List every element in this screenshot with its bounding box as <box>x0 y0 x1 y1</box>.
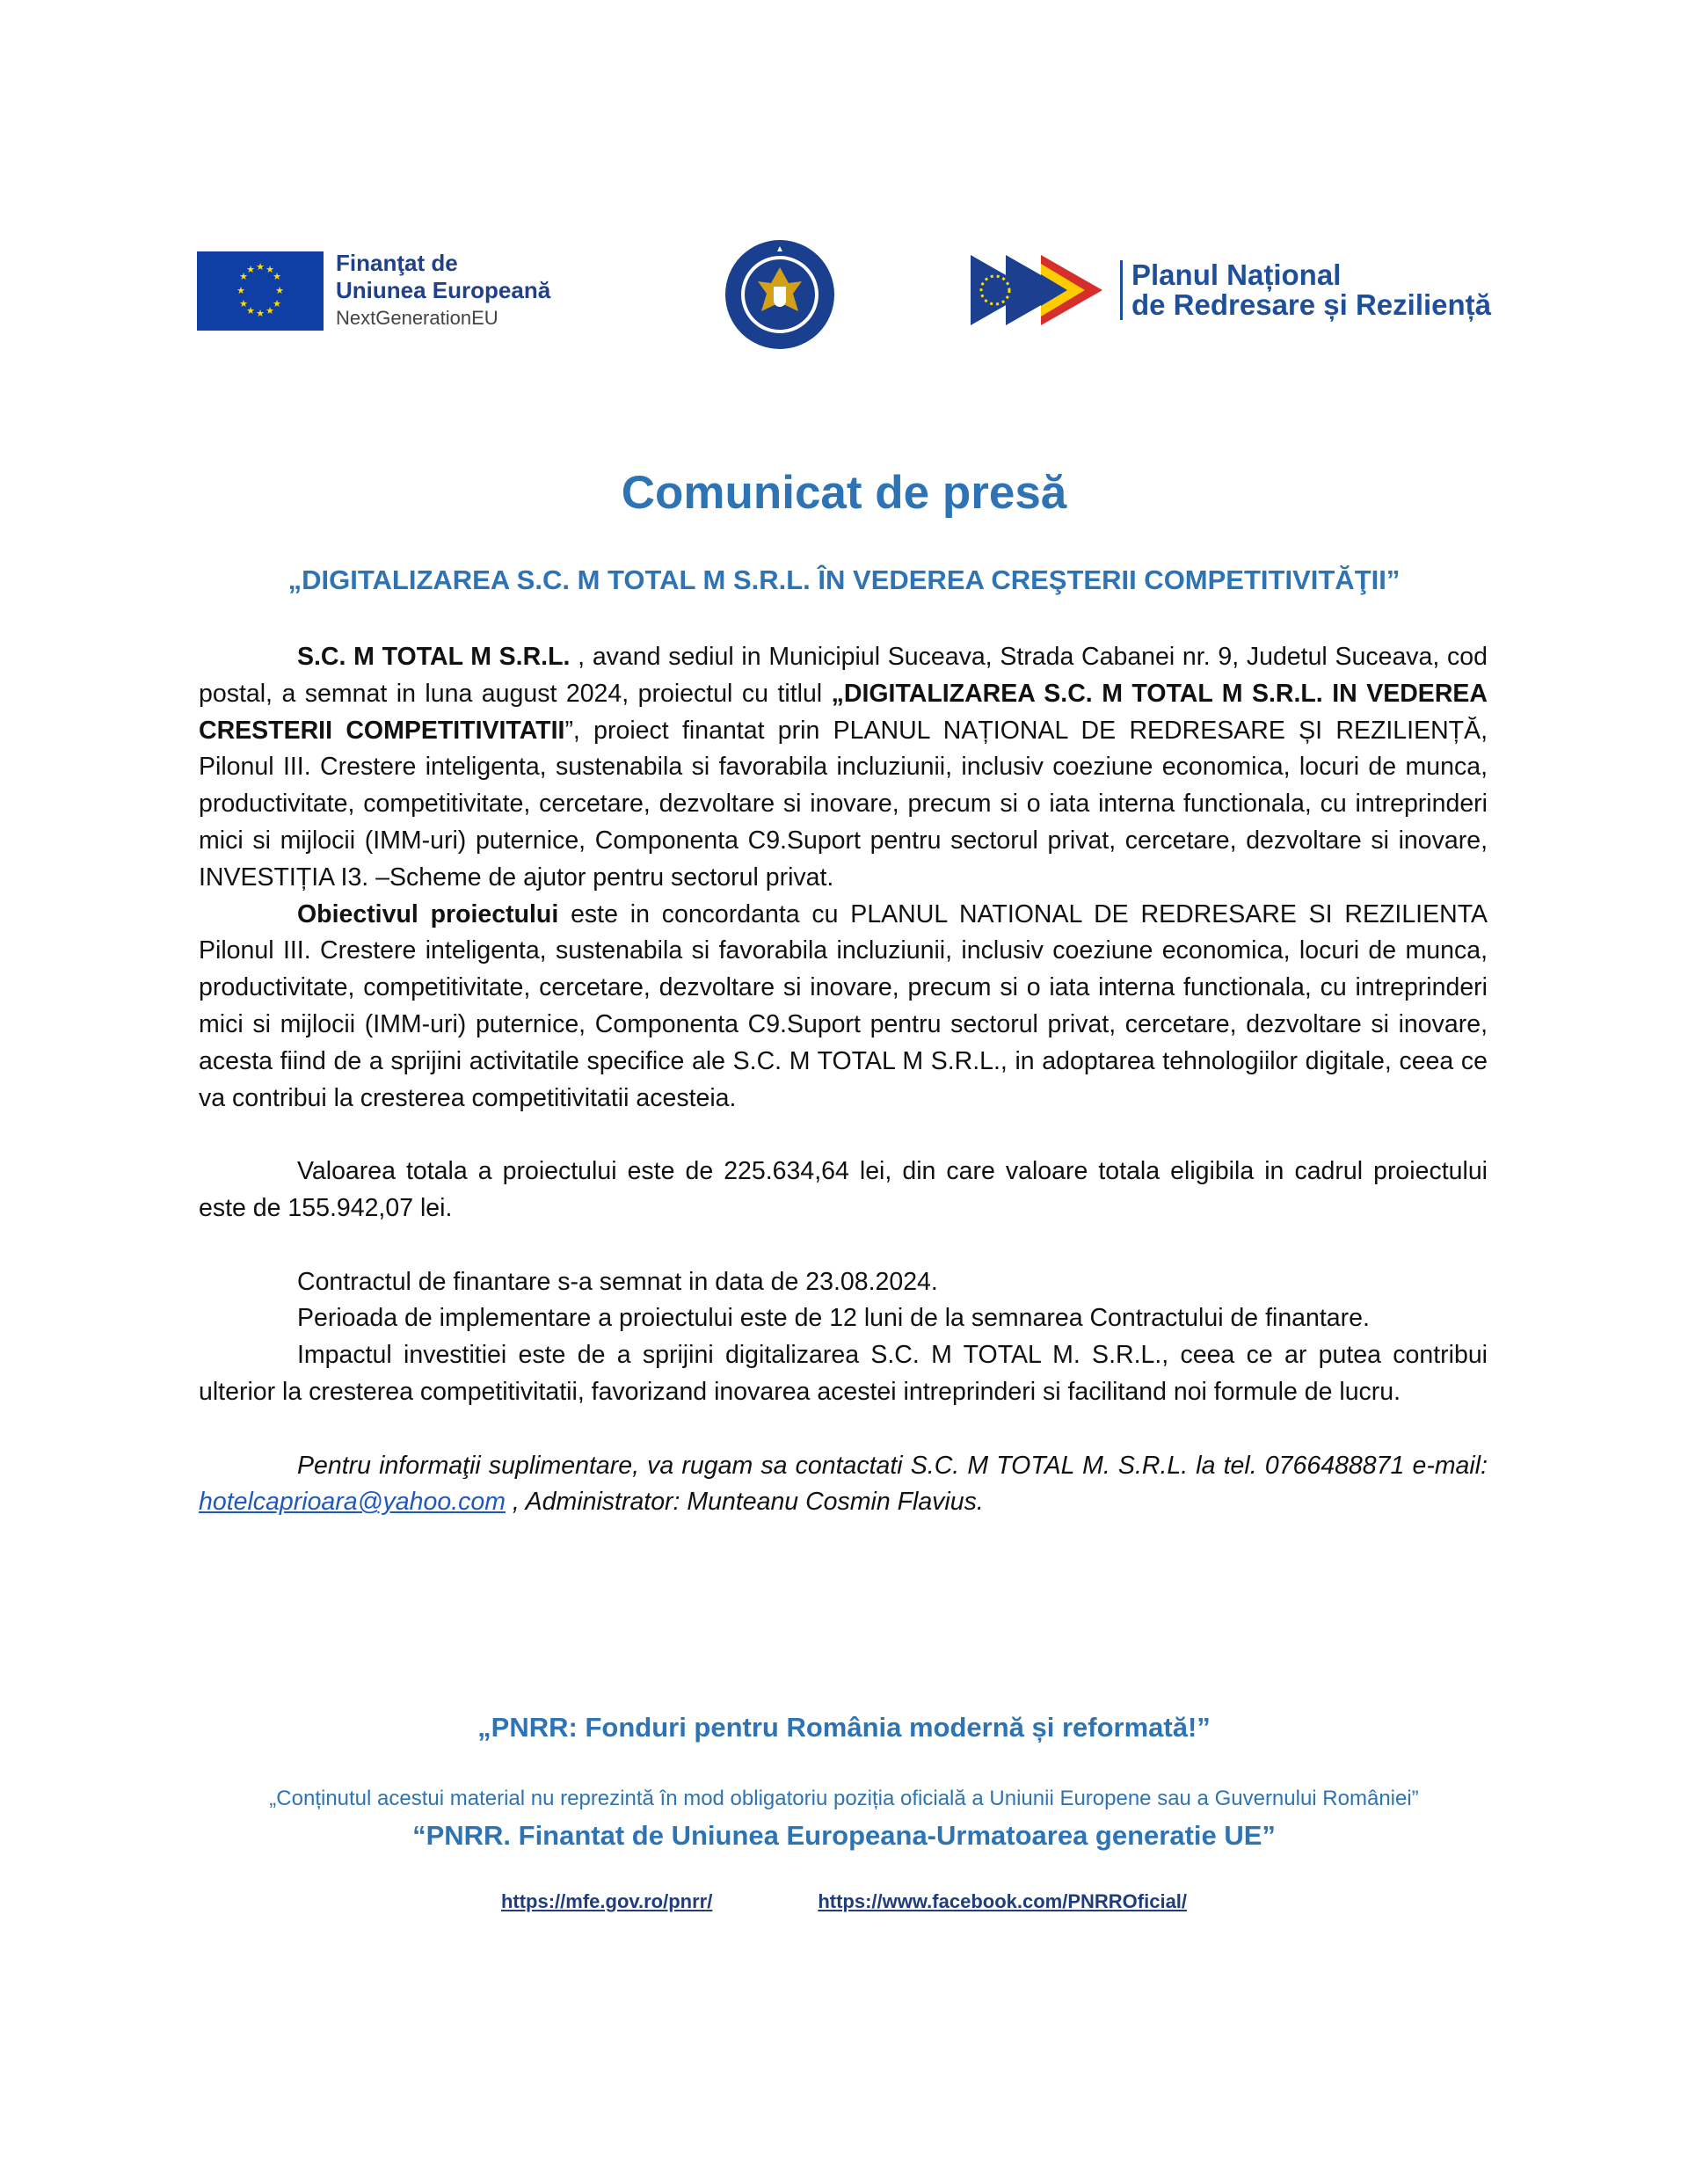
guvernul-romaniei-seal-icon <box>723 237 837 352</box>
paragraph-intro <box>199 639 1488 897</box>
company-name: S.C. M TOTAL M S.R.L. <box>297 643 571 671</box>
project-subtitle: „DIGITALIZAREA S.C. M TOTAL M S.R.L. ÎN VEDEREA CREŞTERII COMPETITIVITĂŢII” <box>287 564 1401 595</box>
paragraph-value: Valoarea totala a proiectului este de 225.634,64 lei, din care valoare totala eligibila in cadrul proiectului este de 155.942,07 lei. <box>199 1157 1488 1222</box>
eu-logo-line1: Finanţat de <box>336 250 458 276</box>
page-title: Comunicat de presă <box>621 467 1067 519</box>
intro-text-b: ”, proiect finantat prin PLANUL NAȚIONAL DE REDRESARE ȘI REZILIENȚĂ, Pilonul III. Crestere inteligenta, sustenabila si favorabila incluziunii, inclusiv coeziune economica, locuri de munca, productivitate, competitivitate, cercetare, dezvoltare si inovare, precum si o iata interna functionala, cu intreprinderi mici si mijlocii (IMM-uri) puternice, Componenta C9.Suport pentru sectorul privat, cercetare, dezvoltare si inovare, INVESTIȚIA I3. –Scheme de ajutor pentru sectorul privat. <box>199 716 1488 892</box>
disclaimer: „Conținutul acestui material nu reprezintă în mod obligatoriu poziția oficială a Uniunii Europene sau a Guvernului României” <box>269 1787 1419 1810</box>
paragraph-implementation-period: Perioada de implementare a proiectului este de 12 luni de la semnarea Contractului de finantare. <box>297 1304 1370 1333</box>
pnrr-logo-text <box>1120 260 1491 320</box>
objective-lead: Obiectivul proiectului <box>297 899 559 928</box>
svg-text:★: ★ <box>246 304 255 317</box>
footer-links <box>0 1890 1688 1913</box>
svg-text:★: ★ <box>246 263 255 275</box>
pnrr-arrow-icon <box>971 255 1111 325</box>
pnrr-logo <box>971 255 1491 325</box>
facebook-link[interactable]: https://www.facebook.com/PNRROficial/ <box>818 1890 1188 1912</box>
svg-text:★: ★ <box>239 297 248 309</box>
pnrr-logo-line2: de Redresare și Reziliență <box>1131 288 1492 321</box>
mfe-link[interactable]: https://mfe.gov.ro/pnrr/ <box>500 1890 713 1912</box>
svg-text:★: ★ <box>275 284 284 296</box>
objective-text: este in concordanta cu PLANUL NATIONAL DE REDRESARE SI REZILIENTA Pilonul III. Crestere inteligenta, sustenabila si favorabila incluziunii, inclusiv coeziune economica, locuri de munca, productivitate, competitivitate, cercetare, dezvoltare si inovare, precum si o iata interna functionala, cu intreprinderi mici si mijlocii (IMM-uri) puternice, Componenta C9.Suport pentru sectorul privat, cercetare, dezvoltare si inovare, acesta fiind de a sprijini activitatile specifice ale S.C. M TOTAL M S.R.L., in adoptarea tehnologiilor digitale, ceea ce va contribui la cresterea competitivitatii acesteia. <box>199 899 1488 1112</box>
paragraph-contract-date: Contractul de finantare s-a semnat in data de 23.08.2024. <box>297 1267 938 1296</box>
eu-funding-logo <box>197 250 550 331</box>
paragraph-contact <box>199 1448 1488 1522</box>
logo-bar <box>197 237 1516 360</box>
svg-text:★: ★ <box>273 297 281 309</box>
svg-text:★: ★ <box>239 270 248 282</box>
eu-logo-line3: NextGenerationEU <box>336 307 498 329</box>
paragraph-objective <box>199 897 1488 1117</box>
contact-email-link[interactable]: hotelcaprioara@yahoo.com <box>199 1488 506 1517</box>
footer-funding-line: “PNRR. Finantat de Uniunea Europeana-Urmatoarea generatie UE” <box>412 1820 1276 1851</box>
paragraph-impact: Impactul investitiei este de a sprijini digitalizarea S.C. M TOTAL M. S.R.L., ceea ce ar putea contribui ulterior la cresterea competitivitatii, favorizand inovarea acestei intreprinderi si facilitand noi formule de lucru. <box>199 1341 1488 1406</box>
svg-text:★: ★ <box>266 263 274 275</box>
project-title-inline: „DIGITALIZAREA S.C. M TOTAL M S.R.L. IN VEDEREA CRESTERII COMPETITIVITATII <box>199 679 1488 745</box>
contact-text-b: , Administrator: Munteanu Cosmin Flavius. <box>505 1488 984 1517</box>
pnrr-slogan: „PNRR: Fonduri pentru România modernă și reformată!” <box>477 1712 1211 1743</box>
svg-text:★: ★ <box>273 270 281 282</box>
svg-text:★: ★ <box>266 304 274 317</box>
eu-logo-line2: Uniunea Europeană <box>336 277 551 303</box>
pnrr-logo-line1: Planul Național <box>1131 258 1342 291</box>
svg-text:★: ★ <box>236 284 245 296</box>
eu-flag-icon <box>197 251 324 331</box>
intro-text-a: , avand sediul in Municipiul Suceava, Strada Cabanei nr. 9, Judetul Suceava, cod postal, a semnat in luna august 2024, proiectul cu titlul <box>199 643 1488 708</box>
eu-logo-text <box>336 250 550 331</box>
contact-text-a: Pentru informaţii suplimentare, va rugam sa contactati S.C. M TOTAL M. S.R.L. la tel. 0766488871 e-mail: <box>297 1451 1488 1480</box>
document-body <box>199 639 1488 1521</box>
svg-text:★: ★ <box>256 260 265 273</box>
svg-text:★: ★ <box>256 307 265 319</box>
